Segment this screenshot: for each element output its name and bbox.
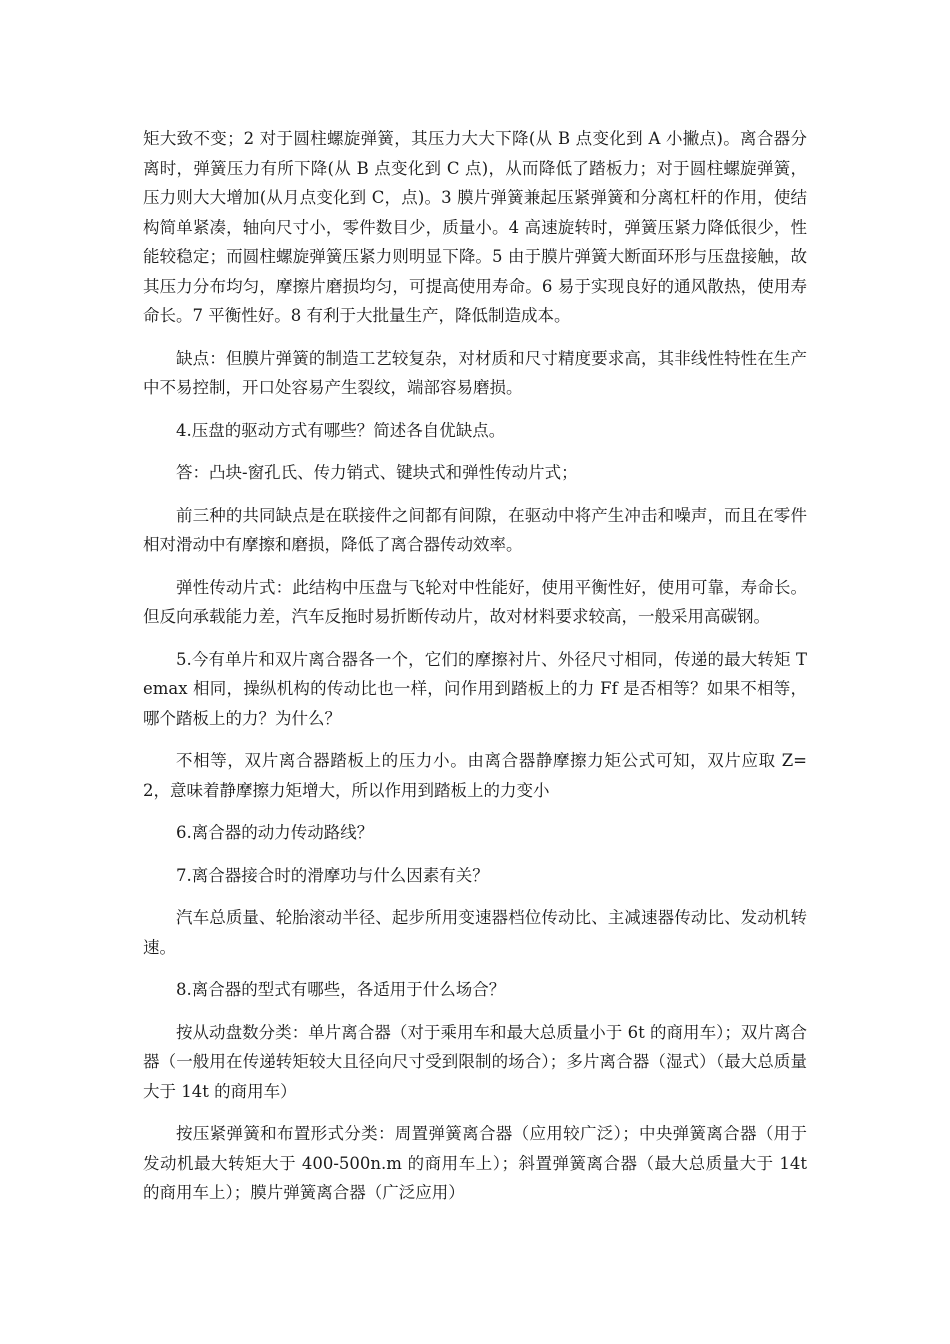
paragraph-common-drawbacks: 前三种的共同缺点是在联接件之间都有间隙，在驱动中将产生冲击和噪声，而且在零件相对滑动中有摩擦和磨损，降低了离合器传动效率。 [143, 505, 807, 554]
question-7: 7.离合器接合时的滑摩功与什么因素有关？ [176, 865, 489, 885]
question-8: 8.离合器的型式有哪些，各适用于什么场合？ [176, 980, 506, 999]
paragraph-disadvantages: 缺点：但膜片弹簧的制造工艺较复杂，对材质和尺寸精度要求高，其非线性特性在生产中不易控制，开口处容易产生裂纹，端部容易磨损。 [143, 348, 807, 397]
answer-5: 不相等，双片离合器踏板上的压力小。由离合器静摩擦力矩公式可知，双片应取 Z=2，意味着静摩擦力矩增大，所以作用到踏板上的力变小 [143, 751, 807, 800]
answer-7: 汽车总质量、轮胎滚动半径、起步所用变速器档位传动比、主减速器传动比、发动机转速。 [143, 908, 807, 957]
answer-8-by-disc-count: 按从动盘数分类：单片离合器（对于乘用车和最大总质量小于 6t 的商用车）；双片离合器（一般用在传递转矩较大且径向尺寸受到限制的场合）；多片离合器（湿式）（最大总质量大于 14t 的商用车） [143, 1022, 807, 1101]
question-6: 6.离合器的动力传动路线？ [176, 823, 374, 842]
paragraph-continuation: 矩大致不变；2 对于圆柱螺旋弹簧，其压力大大下降(从 B 点变化到 A 小撇点)。离合器分离时，弹簧压力有所下降(从 B 点变化到 C 点)，从而降低了踏板力；对于圆柱螺旋弹簧，压力则大大增加(从月点变化到 C，点)。3 膜片弹簧兼起压紧弹簧和分离杠杆的作用，使结构简单紧凑，轴向尺寸小，零件数目少，质量小。4 高速旋转时，弹簧压紧力降低很少，性能较稳定；而圆柱螺旋弹簧压紧力则明显下降。5 由于膜片弹簧大断面环形与压盘接触，故其压力分布均匀，摩擦片磨损均匀，可提高使用寿命。6 易于实现良好的通风散热，使用寿命长。7 平衡性好。8 有利于大批量生产，降低制造成本。 [143, 129, 807, 325]
answer-4: 答：凸块-窗孔氏、传力销式、键块式和弹性传动片式； [176, 463, 578, 482]
question-5: 5.今有单片和双片离合器各一个，它们的摩擦衬片、外径尺寸相同，传递的最大转矩 Temax 相同，操纵机构的传动比也一样，问作用到踏板上的力 Ff 是否相等？如果不相等，哪个踏板上的力？为什么？ [143, 649, 807, 728]
answer-8-by-spring-type: 按压紧弹簧和布置形式分类：周置弹簧离合器（应用较广泛）；中央弹簧离合器（用于发动机最大转矩大于 400-500n.m 的商用车上）；斜置弹簧离合器（最大总质量大于 14t 的商用车上）；膜片弹簧离合器（广泛应用） [143, 1124, 807, 1202]
paragraph-elastic-drive: 弹性传动片式：此结构中压盘与飞轮对中性能好，使用平衡性好，使用可靠，寿命长。但反向承载能力差，汽车反拖时易折断传动片，故对材料要求较高，一般采用高碳钢。 [143, 577, 807, 626]
question-4: 4.压盘的驱动方式有哪些？简述各自优缺点。 [176, 420, 506, 440]
